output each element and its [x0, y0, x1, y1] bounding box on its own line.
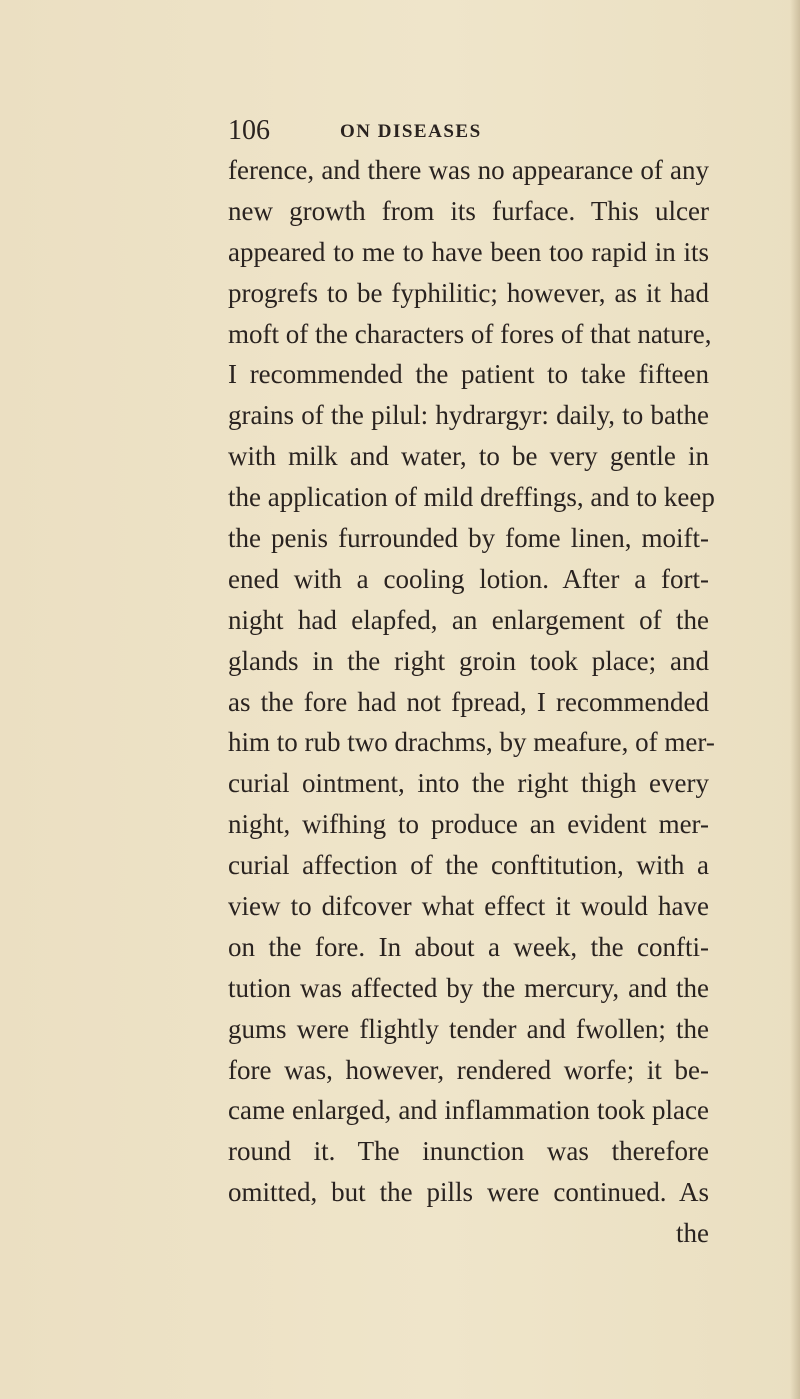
- text-line: ference, and there was no appearance of any: [228, 155, 709, 185]
- text-line: as the fore had not fpread, I recommended: [228, 686, 709, 717]
- text-line: grains of the pilul: hydrargyr: daily, to bathe: [228, 400, 709, 431]
- text-line: tution was affected by the mercury, and the: [228, 972, 709, 1003]
- text-line: omitted, but the pills were continued. As: [228, 1177, 709, 1208]
- text-line: round it. The inunction was therefore: [228, 1136, 709, 1167]
- text-line: with milk and water, to be very gentle in: [228, 441, 709, 472]
- text-line: on the fore. In about a week, the confti-: [228, 931, 709, 962]
- text-line: glands in the right groin took place; and: [228, 645, 709, 676]
- text-line: night, wifhing to produce an evident mer-: [228, 809, 709, 840]
- text-line: ened with a cooling lotion. After a fort-: [228, 563, 709, 594]
- text-line: the penis furrounded by fome linen, moift-: [228, 523, 709, 554]
- text-line: night had elapfed, an enlargement of the: [228, 604, 709, 635]
- text-line: curial affection of the conftitution, with a: [228, 850, 709, 881]
- running-head: ON DISEASES: [340, 121, 482, 142]
- text-line: progrefs to be fyphilitic; however, as it had: [228, 277, 709, 308]
- text-line: curial ointment, into the right thigh every: [228, 768, 709, 799]
- catchword: the: [676, 1218, 709, 1249]
- text-line: new growth from its furface. This ulcer: [228, 195, 709, 226]
- text-line: appeared to me to have been too rapid in its: [228, 236, 709, 267]
- text-line: came enlarged, and inflammation took place: [228, 1095, 709, 1126]
- text-line: moft of the characters of fores of that nature,: [228, 318, 712, 349]
- text-line: him to rub two drachms, by meafure, of mer-: [228, 727, 715, 758]
- page-edge-shadow: [790, 0, 800, 1399]
- body-text: [228, 150, 715, 1254]
- text-line: gums were flightly tender and fwollen; the: [228, 1013, 709, 1044]
- text-line: view to difcover what effect it would have: [228, 891, 709, 922]
- text-line: the application of mild dreffings, and to keep: [228, 482, 715, 513]
- text-line: I recommended the patient to take fifteen: [228, 359, 709, 390]
- text-line: fore was, however, rendered worfe; it be-: [228, 1054, 709, 1085]
- page-header: [228, 116, 728, 146]
- page-number: 106: [228, 115, 270, 146]
